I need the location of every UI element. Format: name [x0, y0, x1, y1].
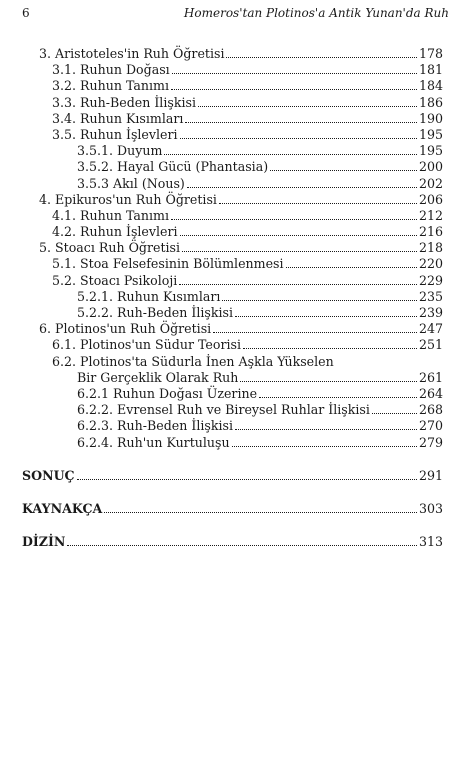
toc-entry-page: 251	[418, 337, 443, 353]
toc-entry-title: 4.2. Ruhun İşlevleri	[52, 224, 178, 240]
toc-entry-title: 4.1. Ruhun Tanımı	[52, 207, 170, 223]
toc-entry-page: 235	[418, 288, 443, 304]
toc-entry-page: 261	[418, 369, 443, 385]
toc-entry[interactable]	[22, 337, 443, 353]
toc-entry-title: 6.2.1 Ruhun Doğası Üzerine	[77, 385, 258, 401]
toc-section-kaynakca	[22, 501, 443, 517]
toc-section-dizin	[22, 534, 443, 550]
dot-leader	[286, 267, 417, 268]
toc-entry[interactable]	[22, 176, 443, 192]
toc-entry[interactable]	[22, 192, 443, 208]
toc-entry[interactable]	[22, 370, 443, 386]
toc-entry-page: 195	[418, 126, 443, 142]
toc-entry-title: 3.1. Ruhun Doğası	[52, 62, 170, 78]
toc-entry-title: 6.2. Plotinos'ta Südurla İnen Aşkla Yükselen	[52, 353, 334, 369]
toc-entry-page: 216	[418, 224, 443, 240]
dot-leader	[182, 251, 417, 252]
toc-entry-page: 270	[418, 418, 443, 434]
toc-entry[interactable]	[22, 256, 443, 272]
toc-entry-page: 291	[418, 468, 443, 483]
dot-leader	[222, 300, 417, 301]
toc-entry[interactable]	[22, 46, 443, 62]
dot-leader	[171, 89, 417, 90]
toc-entry-page: 218	[418, 240, 443, 256]
toc-entry[interactable]	[22, 386, 443, 402]
toc-entry-dizin[interactable]	[22, 534, 443, 550]
dot-leader	[232, 446, 417, 447]
toc-entry-page: 220	[418, 256, 443, 272]
toc-entry[interactable]	[22, 62, 443, 78]
toc-entry-title: 5.2.2. Ruh-Beden İlişkisi	[77, 305, 233, 320]
dot-leader	[179, 284, 417, 285]
toc-entry-title: 6. Plotinos'un Ruh Öğretisi	[39, 321, 212, 337]
toc-entry[interactable]	[22, 435, 443, 451]
dot-leader	[259, 397, 417, 398]
toc-entry[interactable]	[22, 127, 443, 143]
toc-entry-page: 200	[418, 159, 443, 175]
toc-entry-title: 6.2.4. Ruh'un Kurtuluşu	[77, 434, 230, 450]
dot-leader	[240, 381, 417, 382]
toc-entry-page: 313	[418, 534, 443, 549]
dot-leader	[180, 138, 417, 139]
toc-entry-title: 6.1. Plotinos'un Südur Teorisi	[52, 337, 241, 353]
dot-leader	[185, 122, 417, 123]
toc-entry-page: 212	[418, 207, 443, 223]
toc-entry-page: 239	[418, 305, 443, 320]
toc-entry-title: Bir Gerçeklik Olarak Ruh	[77, 369, 239, 385]
toc-entry[interactable]	[22, 402, 443, 418]
toc-entry-title: 3.4. Ruhun Kısımları	[52, 110, 184, 126]
dot-leader	[198, 106, 417, 107]
page-header	[22, 6, 449, 22]
toc-entry-page: 247	[418, 321, 443, 337]
dot-leader	[180, 235, 417, 236]
toc-entry[interactable]	[22, 208, 443, 224]
toc-entry-sonuc[interactable]	[22, 468, 443, 484]
toc-entry-title: KAYNAKÇA	[22, 501, 103, 516]
toc-entry[interactable]	[22, 321, 443, 337]
toc-entry-kaynakca[interactable]	[22, 501, 443, 517]
toc-entry-title: 5.2.1. Ruhun Kısımları	[77, 288, 221, 304]
toc-entry-title: 5.1. Stoa Felsefesinin Bölümlenmesi	[52, 256, 284, 272]
toc-entry-title: 3. Aristoteles'in Ruh Öğretisi	[39, 46, 225, 61]
toc-entry-page: 178	[418, 46, 443, 61]
dot-leader	[243, 348, 417, 349]
toc-entry-title: 3.5.1. Duyum	[77, 143, 163, 159]
toc-entry-title: 3.5.2. Hayal Gücü (Phantasia)	[77, 159, 269, 175]
dot-leader	[67, 545, 417, 546]
dot-leader	[219, 203, 417, 204]
toc-entry[interactable]	[22, 95, 443, 111]
toc-entry-title: 6.2.2. Evrensel Ruh ve Bireysel Ruhlar İlişkisi	[77, 402, 370, 418]
toc-entry[interactable]	[22, 111, 443, 127]
toc-entry-page: 229	[418, 272, 443, 288]
toc-entry[interactable]	[22, 159, 443, 175]
dot-leader	[172, 73, 417, 74]
dot-leader	[235, 316, 417, 317]
toc-entry-title: 5.2. Stoacı Psikoloji	[52, 272, 178, 288]
toc-entry-title: DİZİN	[22, 534, 66, 549]
table-of-contents	[22, 46, 443, 451]
toc-entry[interactable]	[22, 224, 443, 240]
dot-leader	[77, 479, 417, 480]
toc-entry-page: 268	[418, 402, 443, 418]
toc-entry[interactable]	[22, 418, 443, 434]
toc-entry-title: 3.3. Ruh-Beden İlişkisi	[52, 94, 196, 110]
toc-entry[interactable]	[22, 240, 443, 256]
toc-entry-page: 279	[418, 434, 443, 450]
dot-leader	[187, 187, 417, 188]
dot-leader	[104, 512, 417, 513]
dot-leader	[164, 154, 417, 155]
toc-entry-page: 206	[418, 191, 443, 207]
toc-entry-title: 3.2. Ruhun Tanımı	[52, 78, 170, 94]
toc-entry-page: 303	[418, 501, 443, 516]
running-title: Homeros'tan Plotinos'a Antik Yunan'da Ruh	[183, 6, 449, 20]
toc-entry-title: 3.5.3 Akıl (Nous)	[77, 175, 185, 191]
toc-entry-title: SONUÇ	[22, 468, 75, 483]
toc-entry[interactable]	[22, 354, 443, 370]
dot-leader	[235, 429, 417, 430]
dot-leader	[372, 413, 417, 414]
toc-entry[interactable]	[22, 305, 443, 321]
page-number: 6	[22, 6, 30, 20]
toc-entry-title: 4. Epikuros'un Ruh Öğretisi	[39, 191, 217, 207]
toc-entry-page: 186	[418, 94, 443, 110]
toc-entry-title: 6.2.3. Ruh-Beden İlişkisi	[77, 418, 233, 434]
toc-entry[interactable]	[22, 273, 443, 289]
toc-entry-page: 190	[418, 110, 443, 126]
toc-entry-title: 3.5. Ruhun İşlevleri	[52, 126, 178, 142]
toc-entry[interactable]	[22, 78, 443, 94]
toc-entry-page: 181	[418, 62, 443, 78]
toc-entry[interactable]	[22, 143, 443, 159]
toc-entry-title: 5. Stoacı Ruh Öğretisi	[39, 240, 181, 256]
toc-entry-page: 264	[418, 385, 443, 401]
dot-leader	[226, 57, 416, 58]
toc-entry-page: 202	[418, 175, 443, 191]
dot-leader	[171, 219, 417, 220]
toc-section-sonuc	[22, 468, 443, 484]
dot-leader	[270, 170, 417, 171]
toc-entry-page: 184	[418, 78, 443, 94]
toc-entry[interactable]	[22, 289, 443, 305]
dot-leader	[213, 332, 417, 333]
toc-entry-page: 195	[418, 143, 443, 159]
